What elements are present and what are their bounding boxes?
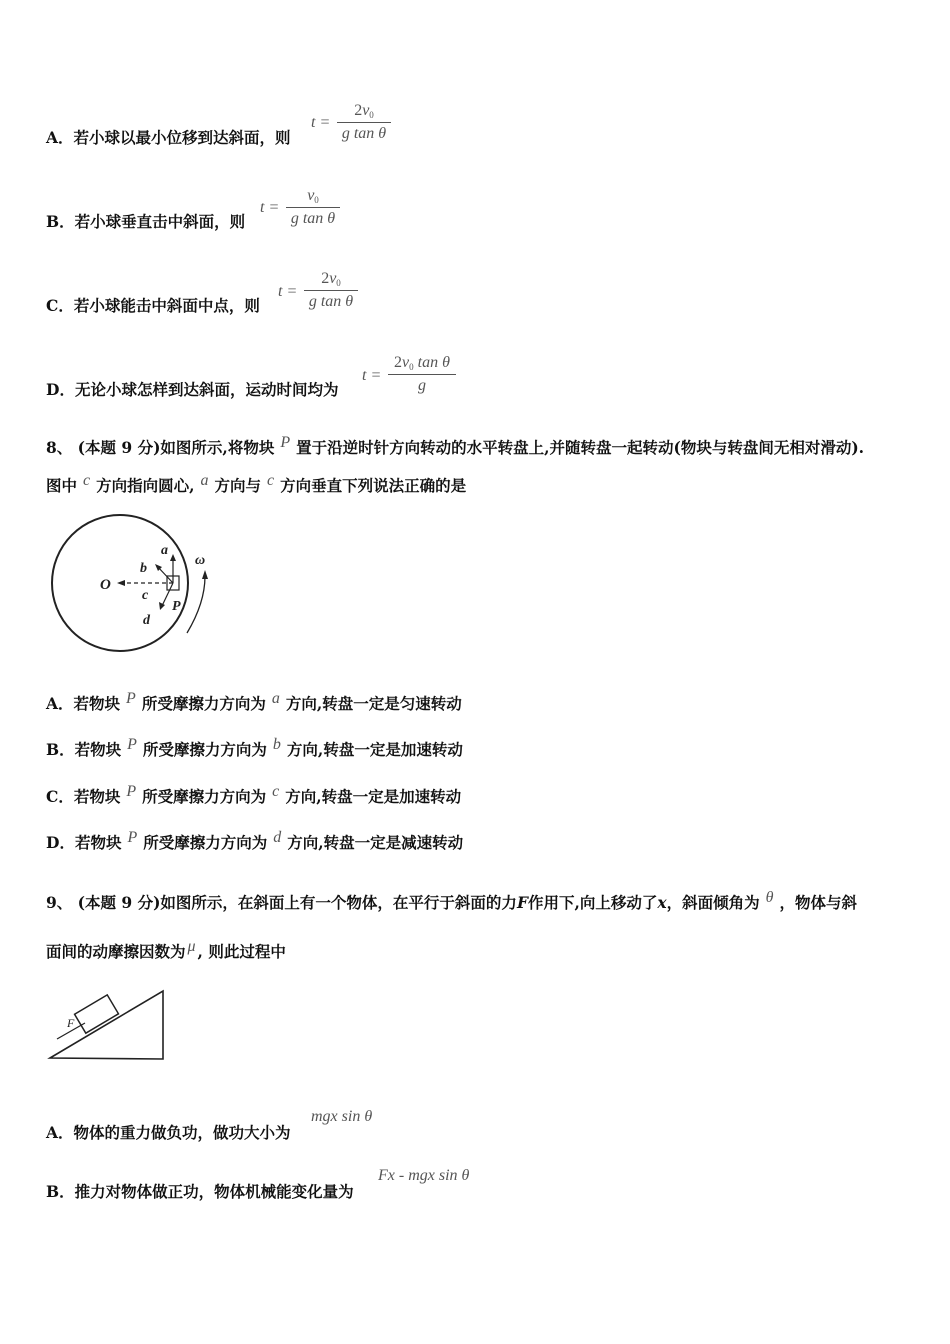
q8-symbol-c: c — [83, 472, 91, 489]
q8-option-b: B．若物块 P 所受摩擦力方向为 b 方向,转盘一定是加速转动 — [46, 736, 463, 759]
q7-b-fraction: $\frac{v_0}{\text{g tan θ}}$ — [286, 187, 340, 228]
q7-option-a — [46, 128, 291, 148]
q8-opt-a-symbol-p: P — [126, 690, 136, 707]
q9-stem-line2: 面间的动摩擦因数为 μ , 则此过程中 — [46, 938, 286, 961]
q9-symbol-theta: θ — [765, 889, 774, 906]
q7-c-fraction: $\frac{2v_0}{\text{g tan θ}}$ — [304, 270, 358, 311]
q8-opt-d-symbol-p: P — [127, 829, 138, 846]
q8-symbol-c2: c — [267, 472, 275, 489]
q8-symbol-a: a — [200, 472, 209, 489]
q8-symbol-p: P — [280, 434, 291, 451]
label-b: b — [140, 561, 147, 576]
q7-option-d — [46, 380, 338, 400]
q8-opt-b-symbol: b — [272, 736, 281, 753]
q8-option-c: C．若物块 P 所受摩擦力方向为 c 方向,转盘一定是加速转动 — [46, 783, 462, 806]
label-p: P — [172, 599, 181, 614]
label-c: c — [142, 588, 149, 603]
label-d: d — [143, 613, 150, 628]
q8-turntable-figure — [45, 508, 220, 658]
q8-opt-c-symbol-p: P — [126, 783, 137, 800]
label-a: a — [161, 543, 168, 558]
q9-opt-b-math: Fx - mgx sin θ — [378, 1167, 470, 1184]
q7-option-d-text: 无论小球怎样到达斜面，运动时间均为 — [74, 380, 339, 399]
q7-b-lhs: t = — [260, 199, 280, 216]
q8-option-d: D．若物块 P 所受摩擦力方向为 d 方向,转盘一定是减速转动 — [46, 829, 464, 852]
q9-option-b: B．推力对物体做正功，物体机械能变化量为 — [46, 1182, 354, 1201]
q7-option-b — [46, 212, 245, 232]
q9-option-a: A．物体的重力做负功，做功大小为 — [46, 1123, 291, 1142]
label-f: F — [67, 1016, 75, 1030]
q7-option-c-label: C． — [46, 296, 74, 315]
q7-option-a-text: 若小球以最小位移到达斜面，则 — [73, 128, 291, 147]
q7-option-c-text: 若小球能击中斜面中点，则 — [73, 296, 260, 315]
q7-option-d-label: D． — [46, 380, 75, 399]
q7-option-b-text: 若小球垂直击中斜面，则 — [74, 212, 246, 231]
q9-opt-a-math: mgx sin θ — [311, 1108, 373, 1125]
q8-opt-b-symbol-p: P — [127, 736, 137, 753]
q9-symbol-f: F — [516, 893, 528, 912]
q9-incline-figure — [45, 985, 170, 1065]
omega-arrow — [187, 576, 205, 633]
q8-opt-d-symbol: d — [273, 829, 282, 846]
block — [75, 995, 119, 1033]
q7-d-lhs: t = — [362, 367, 382, 384]
q7-a-fraction: $\frac{2v_0}{\text{g tan θ}}$ — [337, 102, 391, 143]
q7-a-lhs: t = — [311, 114, 331, 131]
q7-d-fraction: $\frac{2v_0 \tan \theta}{g}$ — [388, 354, 456, 395]
q7-option-a-label: A． — [46, 128, 74, 147]
q7-c-lhs: t = — [278, 283, 298, 300]
q8-stem-line2: 图中 c 方向指向圆心, a 方向与 c 方向垂直下列说法正确的是 — [46, 472, 467, 495]
label-omega: ω — [195, 553, 206, 568]
q8-stem-line1: 8、 (本题 9 分)如图所示,将物块 P 置于沿逆时针方向转动的水平转盘上,并随转盘一起转动(物块与转盘间无相对滑动). — [46, 434, 865, 457]
q9-stem-line1: 9、 (本题 9 分)如图所示，在斜面上有一个物体，在平行于斜面的力F作用下,向上移动了x，斜面倾角为 θ ，物体与斜 — [46, 889, 857, 912]
q7-option-b-label: B． — [46, 212, 75, 231]
q8-opt-a-symbol: a — [271, 690, 280, 707]
q8-opt-c-symbol: c — [272, 783, 280, 800]
label-o: O — [100, 577, 111, 593]
q9-symbol-mu: μ — [187, 938, 196, 955]
q8-option-a: A．若物块 P 所受摩擦力方向为 a 方向,转盘一定是匀速转动 — [46, 690, 462, 713]
q7-option-c — [46, 296, 260, 316]
q9-symbol-x: x — [657, 893, 667, 912]
